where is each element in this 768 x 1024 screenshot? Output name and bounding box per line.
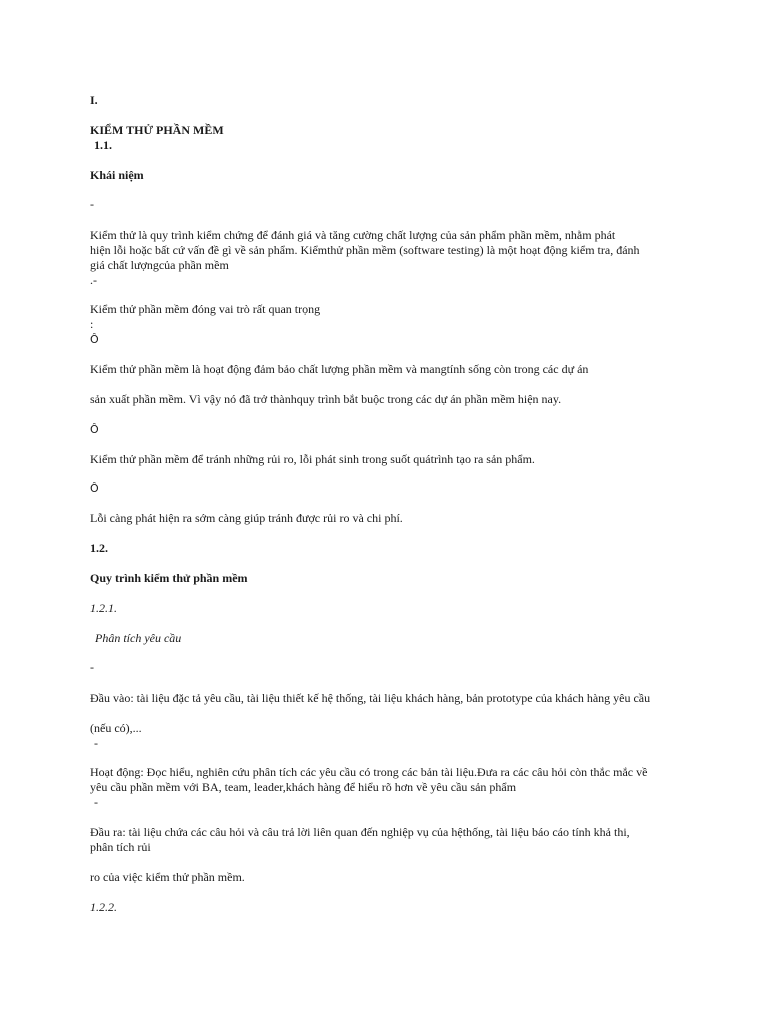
paragraph-line: (nếu có),... xyxy=(90,721,142,735)
heading-number: I. xyxy=(90,93,98,107)
section-number: 1.2. xyxy=(90,541,108,555)
paragraph-line: Kiểm thử phần mềm đóng vai trò rất quan trọng xyxy=(90,302,321,316)
list-dash: - xyxy=(94,736,98,750)
paragraph-line: hiện lỗi hoặc bất cứ vấn đề gì về sản phẩm. Kiểmthử phần mềm (software testing) là một hoạt động kiểm tra, đánh xyxy=(90,243,640,257)
paragraph-line: yêu cầu phần mềm với BA, team, leader,khách hàng để hiểu rõ hơn về yêu cầu sản phẩm xyxy=(90,780,517,794)
paragraph-line: Kiểm thử phần mềm là hoạt động đảm bảo chất lượng phần mềm và mangtính sống còn trong các dự án xyxy=(90,362,589,376)
paragraph-line: sản xuất phần mềm. Vì vậy nó đã trở thànhquy trình bắt buộc trong các dự án phần mềm hiện nay. xyxy=(90,392,562,406)
subsection-number: 1.2.2. xyxy=(90,900,117,914)
list-dash: - xyxy=(94,795,98,809)
paragraph-line: giá chất lượngcủa phần mềm xyxy=(90,258,229,272)
section-title: Quy trình kiểm thử phần mềm xyxy=(90,571,248,585)
subsection-title: Phân tích yêu cầu xyxy=(95,631,182,645)
bullet-icon: Ô xyxy=(90,482,99,495)
paragraph-line: Hoạt động: Đọc hiểu, nghiên cứu phân tích các yêu cầu có trong các bản tài liệu.Đưa ra các câu hỏi còn thắc mắc về xyxy=(90,765,648,779)
subsection-number: 1.2.1. xyxy=(90,601,117,615)
paragraph-line: Đầu ra: tài liệu chứa các câu hỏi và câu trả lời liên quan đến nghiệp vụ của hệthống, tài liệu báo cáo tính khả thi, xyxy=(90,825,630,839)
paragraph-line: phân tích rủi xyxy=(90,840,151,854)
paragraph-line: Đầu vào: tài liệu đặc tả yêu cầu, tài liệu thiết kế hệ thống, tài liệu khách hàng, bản prototype của khách hàng yêu cầu xyxy=(90,691,651,705)
paragraph-line: Lỗi càng phát hiện ra sớm càng giúp tránh được rủi ro và chi phí. xyxy=(90,511,403,525)
bullet-icon: Ô xyxy=(90,333,99,346)
paragraph-line: : xyxy=(90,317,94,331)
bullet-icon: Ô xyxy=(90,423,99,436)
paragraph-line: Kiểm thử phần mềm để tránh những rủi ro, lỗi phát sinh trong suốt quátrình tạo ra sản phẩm. xyxy=(90,452,535,466)
list-dash: - xyxy=(90,197,94,211)
paragraph-line: .- xyxy=(90,273,97,287)
paragraph-line: Kiểm thử là quy trình kiểm chứng để đánh giá và tăng cường chất lượng của sản phẩm phần mềm, nhằm phát xyxy=(90,228,616,242)
heading-title: KIỂM THỬ PHẦN MỀM xyxy=(90,123,224,137)
paragraph-line: ro của việc kiểm thử phần mềm. xyxy=(90,870,245,884)
list-dash: - xyxy=(90,660,94,674)
section-number: 1.1. xyxy=(94,138,112,152)
section-title: Khái niệm xyxy=(90,168,144,182)
